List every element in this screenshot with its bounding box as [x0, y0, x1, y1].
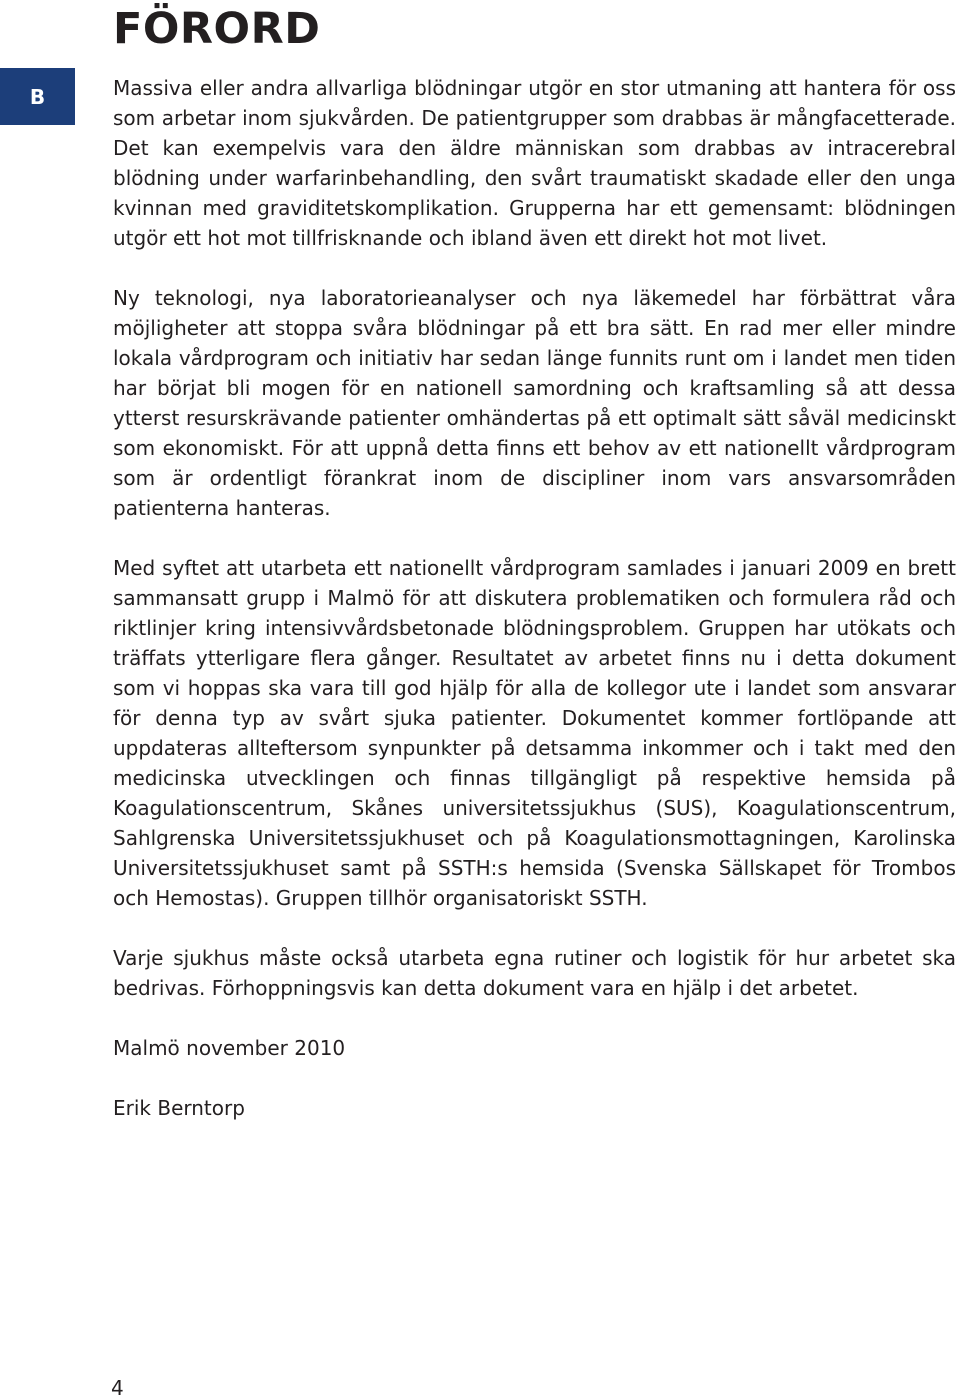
- page-number: 4: [111, 1376, 124, 1400]
- paragraph: Med syftet att utarbeta ett nationellt vårdprogram samlades i januari 2009 en brett sammansatt grupp i Malmö för att diskutera problematiken och formulera råd och riktlinjer kring intensivvårdsbetonade blödningsproblem. Gruppen har utökats och träffats ytterligare flera gånger. Resultatet av arbetet finns nu i detta dokument som vi hoppas ska vara till god hjälp för alla de kollegor ute i landet som ansvarar för denna typ av svårt sjuka patienter. Dokumentet kommer fortlöpande att uppdateras allteftersom synpunkter på detsamma inkommer och i takt med den medicinska utvecklingen och finnas tillgängligt på respektive hemsida på Koagulationscentrum, Skånes universitetssjukhus (SUS), Koagulationscentrum, Sahlgrenska Universitetssjukhuset och på Koagulationsmottagningen, Karolinska Universitetssjukhuset samt på SSTH:s hemsida (Svenska Sällskapet för Trombos och Hemostas). Gruppen tillhör organisatoriskt SSTH.: [113, 556, 956, 910]
- page-title: FÖRORD: [113, 4, 321, 54]
- place-date: Malmö november 2010: [113, 1036, 346, 1060]
- paragraph: Varje sjukhus måste också utarbeta egna rutiner och logistik för hur arbetet ska bedrivas. Förhoppningsvis kan detta dokument vara en hjälp i det arbetet.: [113, 946, 956, 1000]
- section-tab: [0, 68, 75, 125]
- paragraph: Ny teknologi, nya laboratorieanalyser och nya läkemedel har förbättrat våra möjligheter att stoppa svåra blödningar på ett bra sätt. En rad mer eller mindre lokala vårdprogram och initiativ har sedan länge funnits runt om i landet men tiden har börjat bli mogen för en nationell samordning och kraftsamling så att dessa ytterst resurskrävande patienter omhändertas på ett optimalt sätt såväl medicinskt som ekonomiskt. För att uppnå detta finns ett behov av ett nationellt vårdprogram som är ordentligt förankrat inom de discipliner inom vars ansvarsområden patienterna hanteras.: [113, 286, 956, 520]
- section-tab-label: B: [29, 84, 46, 109]
- foreword-body: [113, 73, 956, 1153]
- paragraph: Massiva eller andra allvarliga blödningar utgör en stor utmaning att hantera för oss som arbetar inom sjukvården. De patientgrupper som drabbas är mångfacetterade. Det kan exempelvis vara den äldre människan som drabbas av intracerebral blödning under warfarinbehandling, den svårt traumatiskt skadade eller den unga kvinnan med graviditetskomplikation. Grupperna har ett gemensamt: blödningen utgör ett hot mot tillfrisknande och ibland även ett direkt hot mot livet.: [113, 76, 956, 250]
- signature-name: Erik Berntorp: [113, 1096, 245, 1120]
